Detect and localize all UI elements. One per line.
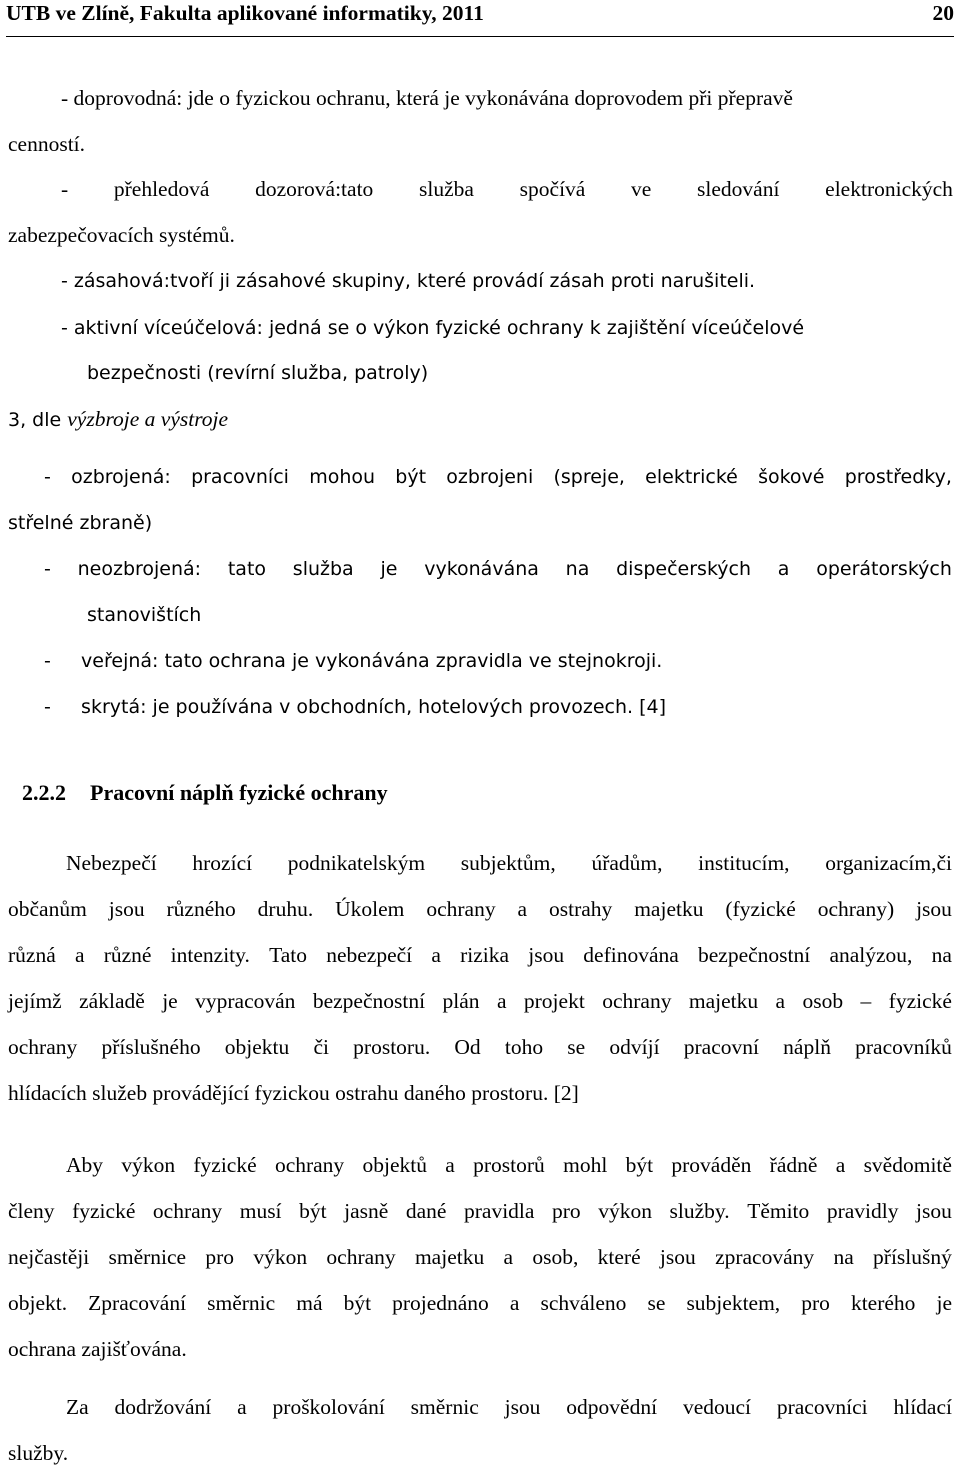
- paragraph-line: [8, 896, 952, 922]
- word: a: [74, 943, 85, 967]
- word: ochrany: [326, 1245, 396, 1269]
- word: směrnice: [108, 1245, 187, 1269]
- word: sledování: [697, 177, 780, 201]
- paragraph-line: hlídacích služeb provádějící fyzickou ostrahu daného prostoru. [2]: [8, 1081, 579, 1105]
- word: být: [299, 1199, 327, 1223]
- word: pro: [205, 1245, 235, 1269]
- word: vypracován: [195, 989, 296, 1013]
- word: nejčastěji: [8, 1245, 90, 1269]
- word: plán: [442, 989, 480, 1013]
- word: proškolování: [272, 1395, 385, 1419]
- word: je: [936, 1291, 952, 1315]
- word: prostorů: [473, 1153, 545, 1177]
- word: –: [860, 989, 872, 1013]
- word: ochrany: [426, 897, 496, 921]
- word: hrozící: [192, 851, 253, 875]
- word: pracovní: [683, 1035, 759, 1059]
- word: občanům: [8, 897, 87, 921]
- word: a: [775, 989, 786, 1013]
- word: prováděn: [671, 1153, 752, 1177]
- paragraph-line: ochrana zajišťována.: [8, 1337, 187, 1361]
- word: subjektům,: [460, 851, 556, 875]
- subheading-vyzbroje: 3, dle výzbroje a výstroje: [8, 407, 229, 431]
- word: majetku: [414, 1245, 485, 1269]
- word: Těmito: [747, 1199, 810, 1223]
- word: se: [647, 1291, 666, 1315]
- word: (spreje,: [553, 466, 625, 488]
- list-item-continuation: střelné zbraně): [8, 512, 153, 534]
- word: majetku: [688, 989, 759, 1013]
- word: pracovníků: [855, 1035, 952, 1059]
- word: výkon: [598, 1199, 652, 1223]
- word: ochrany: [8, 1035, 78, 1059]
- word: projekt: [523, 989, 585, 1013]
- page-number: 20: [932, 1, 954, 25]
- word: přehledová: [113, 177, 210, 201]
- section-heading: [22, 780, 388, 806]
- word: a: [509, 1291, 520, 1315]
- word: definována: [583, 943, 679, 967]
- word: a: [496, 989, 507, 1013]
- word: a: [777, 558, 790, 580]
- word: projednáno: [392, 1291, 489, 1315]
- word: operátorských: [816, 558, 952, 580]
- word: elektronických: [825, 177, 953, 201]
- word: bezpečnostní: [312, 989, 426, 1013]
- word: je: [380, 558, 398, 580]
- list-item-continuation: bezpečnosti (revírní služba, patroly): [87, 362, 429, 384]
- word: příslušný: [873, 1245, 952, 1269]
- word: služba: [292, 558, 354, 580]
- word: jsou: [659, 1245, 696, 1269]
- word: ve: [631, 177, 652, 201]
- word: Za: [66, 1395, 89, 1419]
- word: svědomitě: [863, 1153, 952, 1177]
- list-item-continuation: stanovištích: [87, 604, 202, 626]
- paragraph-line: [8, 988, 952, 1014]
- word: objekt.: [8, 1291, 68, 1315]
- word: pravidly: [826, 1199, 899, 1223]
- word: -: [61, 177, 69, 201]
- word: elektrické: [645, 466, 738, 488]
- paragraph-line: [8, 1290, 952, 1316]
- word: jsou: [504, 1395, 541, 1419]
- word: fyzické: [888, 989, 952, 1013]
- word: výkon: [121, 1153, 176, 1177]
- word: směrnic: [207, 1291, 276, 1315]
- word: jsou: [916, 1199, 952, 1223]
- word: mohl: [563, 1153, 608, 1177]
- word: a: [431, 943, 441, 967]
- word: služba: [419, 177, 474, 201]
- word: na: [931, 943, 952, 967]
- word: musí: [239, 1199, 282, 1223]
- word: je: [162, 989, 178, 1013]
- word: má: [296, 1291, 323, 1315]
- word: majetku: [634, 897, 704, 921]
- word: fyzické: [72, 1199, 136, 1223]
- subheading-italic: výzbroje a výstroje: [67, 407, 229, 431]
- word: Nebezpečí: [66, 851, 157, 875]
- word: ochrany: [602, 989, 672, 1013]
- word: pravidla: [464, 1199, 535, 1223]
- paragraph-line: [8, 1198, 952, 1224]
- list-item-zasahova: - zásahová:tvoří ji zásahové skupiny, které provádí zásah proti narušiteli.: [61, 270, 756, 292]
- word: příslušného: [101, 1035, 201, 1059]
- list-item-continuation: zabezpečovacích systémů.: [8, 223, 235, 247]
- word: intenzity.: [170, 943, 250, 967]
- word: kterého: [850, 1291, 916, 1315]
- list-item-continuation: cenností.: [8, 132, 86, 156]
- paragraph-line: [8, 1244, 952, 1270]
- word: základě: [79, 989, 145, 1013]
- word: Aby: [66, 1153, 104, 1177]
- word: být: [343, 1291, 372, 1315]
- list-item-verejna: - veřejná: tato ochrana je vykonávána zpravidla ve stejnokroji.: [44, 650, 663, 672]
- list-item-ozbrojena: [44, 464, 952, 490]
- word: ochrany): [817, 897, 895, 921]
- word: jsou: [916, 897, 952, 921]
- word: pracovníci: [191, 466, 289, 488]
- word: jsou: [528, 943, 565, 967]
- list-item-doprovodna: - doprovodná: jde o fyzickou ochranu, která je vykonávána doprovodem při přepravě: [61, 86, 793, 110]
- word: a: [445, 1153, 455, 1177]
- paragraph-line: služby.: [8, 1441, 69, 1465]
- word: hlídací: [893, 1395, 952, 1419]
- list-item-prehledova: [61, 176, 953, 202]
- word: spočívá: [519, 177, 586, 201]
- word: na: [833, 1245, 854, 1269]
- word: prostředky,: [844, 466, 952, 488]
- word: a: [503, 1245, 514, 1269]
- word: šokové: [758, 466, 825, 488]
- list-item-neozbrojena: [44, 556, 952, 582]
- word: směrnic: [410, 1395, 479, 1419]
- word: a: [835, 1153, 846, 1177]
- word: pro: [801, 1291, 830, 1315]
- word: se: [567, 1035, 586, 1059]
- word: Zpracování: [88, 1291, 187, 1315]
- word: subjektem,: [686, 1291, 781, 1315]
- word: řádně: [769, 1153, 818, 1177]
- word: dané: [405, 1199, 447, 1223]
- word: být: [395, 466, 427, 488]
- word: analýzou,: [829, 943, 913, 967]
- word: osob: [802, 989, 844, 1013]
- word: dozorová:tato: [255, 177, 374, 201]
- paragraph-line: [66, 1394, 952, 1420]
- word: Úkolem: [335, 897, 405, 921]
- word: objektu: [224, 1035, 290, 1059]
- list-item-skryta: - skrytá: je používána v obchodních, hotelových provozech. [4]: [44, 696, 666, 718]
- word: fyzické: [193, 1153, 257, 1177]
- word: ozbrojená:: [71, 466, 171, 488]
- word: pracovníci: [776, 1395, 868, 1419]
- word: dodržování: [114, 1395, 212, 1419]
- word: zpracovány: [715, 1245, 815, 1269]
- word: ochrany: [152, 1199, 223, 1223]
- word: jejímž: [8, 989, 62, 1013]
- word: podnikatelským: [287, 851, 426, 875]
- word: -: [44, 558, 51, 580]
- word: ostrahy: [548, 897, 613, 921]
- word: schváleno: [540, 1291, 627, 1315]
- word: vedoucí: [682, 1395, 751, 1419]
- word: které: [597, 1245, 641, 1269]
- word: rizika: [460, 943, 510, 967]
- word: bezpečnostní: [698, 943, 811, 967]
- word: (fyzické: [725, 897, 796, 921]
- word: mohou: [309, 466, 376, 488]
- word: odpovědní: [566, 1395, 658, 1419]
- word: druhu.: [257, 897, 314, 921]
- paragraph-line: [8, 942, 952, 968]
- word: na: [565, 558, 590, 580]
- word: -: [44, 466, 51, 488]
- list-item-aktivni: - aktivní víceúčelová: jedná se o výkon fyzické ochrany k zajištění víceúčelové: [61, 317, 805, 339]
- word: být: [625, 1153, 654, 1177]
- paragraph-line: [8, 1034, 952, 1060]
- section-number: 2.2.2: [22, 780, 66, 805]
- word: nebezpečí: [326, 943, 413, 967]
- word: osob,: [532, 1245, 579, 1269]
- word: institucím,: [698, 851, 790, 875]
- word: odvíjí: [609, 1035, 660, 1059]
- word: organizacím,či: [825, 851, 952, 875]
- word: neozbrojená:: [77, 558, 202, 580]
- word: tato: [227, 558, 267, 580]
- word: různé: [103, 943, 152, 967]
- word: objektů: [362, 1153, 427, 1177]
- page-header: [6, 0, 954, 37]
- word: či: [313, 1035, 329, 1059]
- word: toho: [504, 1035, 544, 1059]
- word: Od: [454, 1035, 481, 1059]
- header-title: UTB ve Zlíně, Fakulta aplikované informatiky, 2011: [6, 1, 484, 25]
- word: ochrany: [274, 1153, 345, 1177]
- word: různého: [166, 897, 236, 921]
- word: dispečerských: [616, 558, 752, 580]
- word: jasně: [344, 1199, 389, 1223]
- word: členy: [8, 1199, 55, 1223]
- word: pro: [552, 1199, 581, 1223]
- word: prostoru.: [353, 1035, 431, 1059]
- word: služby.: [669, 1199, 730, 1223]
- word: jsou: [108, 897, 145, 921]
- word: náplň: [783, 1035, 831, 1059]
- word: vykonávána: [424, 558, 539, 580]
- paragraph-line: [66, 1152, 952, 1178]
- word: úřadům,: [591, 851, 663, 875]
- word: ozbrojeni: [446, 466, 534, 488]
- word: a: [237, 1395, 247, 1419]
- paragraph-line: [66, 850, 952, 876]
- word: a: [517, 897, 528, 921]
- section-title: Pracovní náplň fyzické ochrany: [90, 780, 388, 805]
- word: Tato: [269, 943, 307, 967]
- word: různá: [8, 943, 56, 967]
- word: výkon: [253, 1245, 308, 1269]
